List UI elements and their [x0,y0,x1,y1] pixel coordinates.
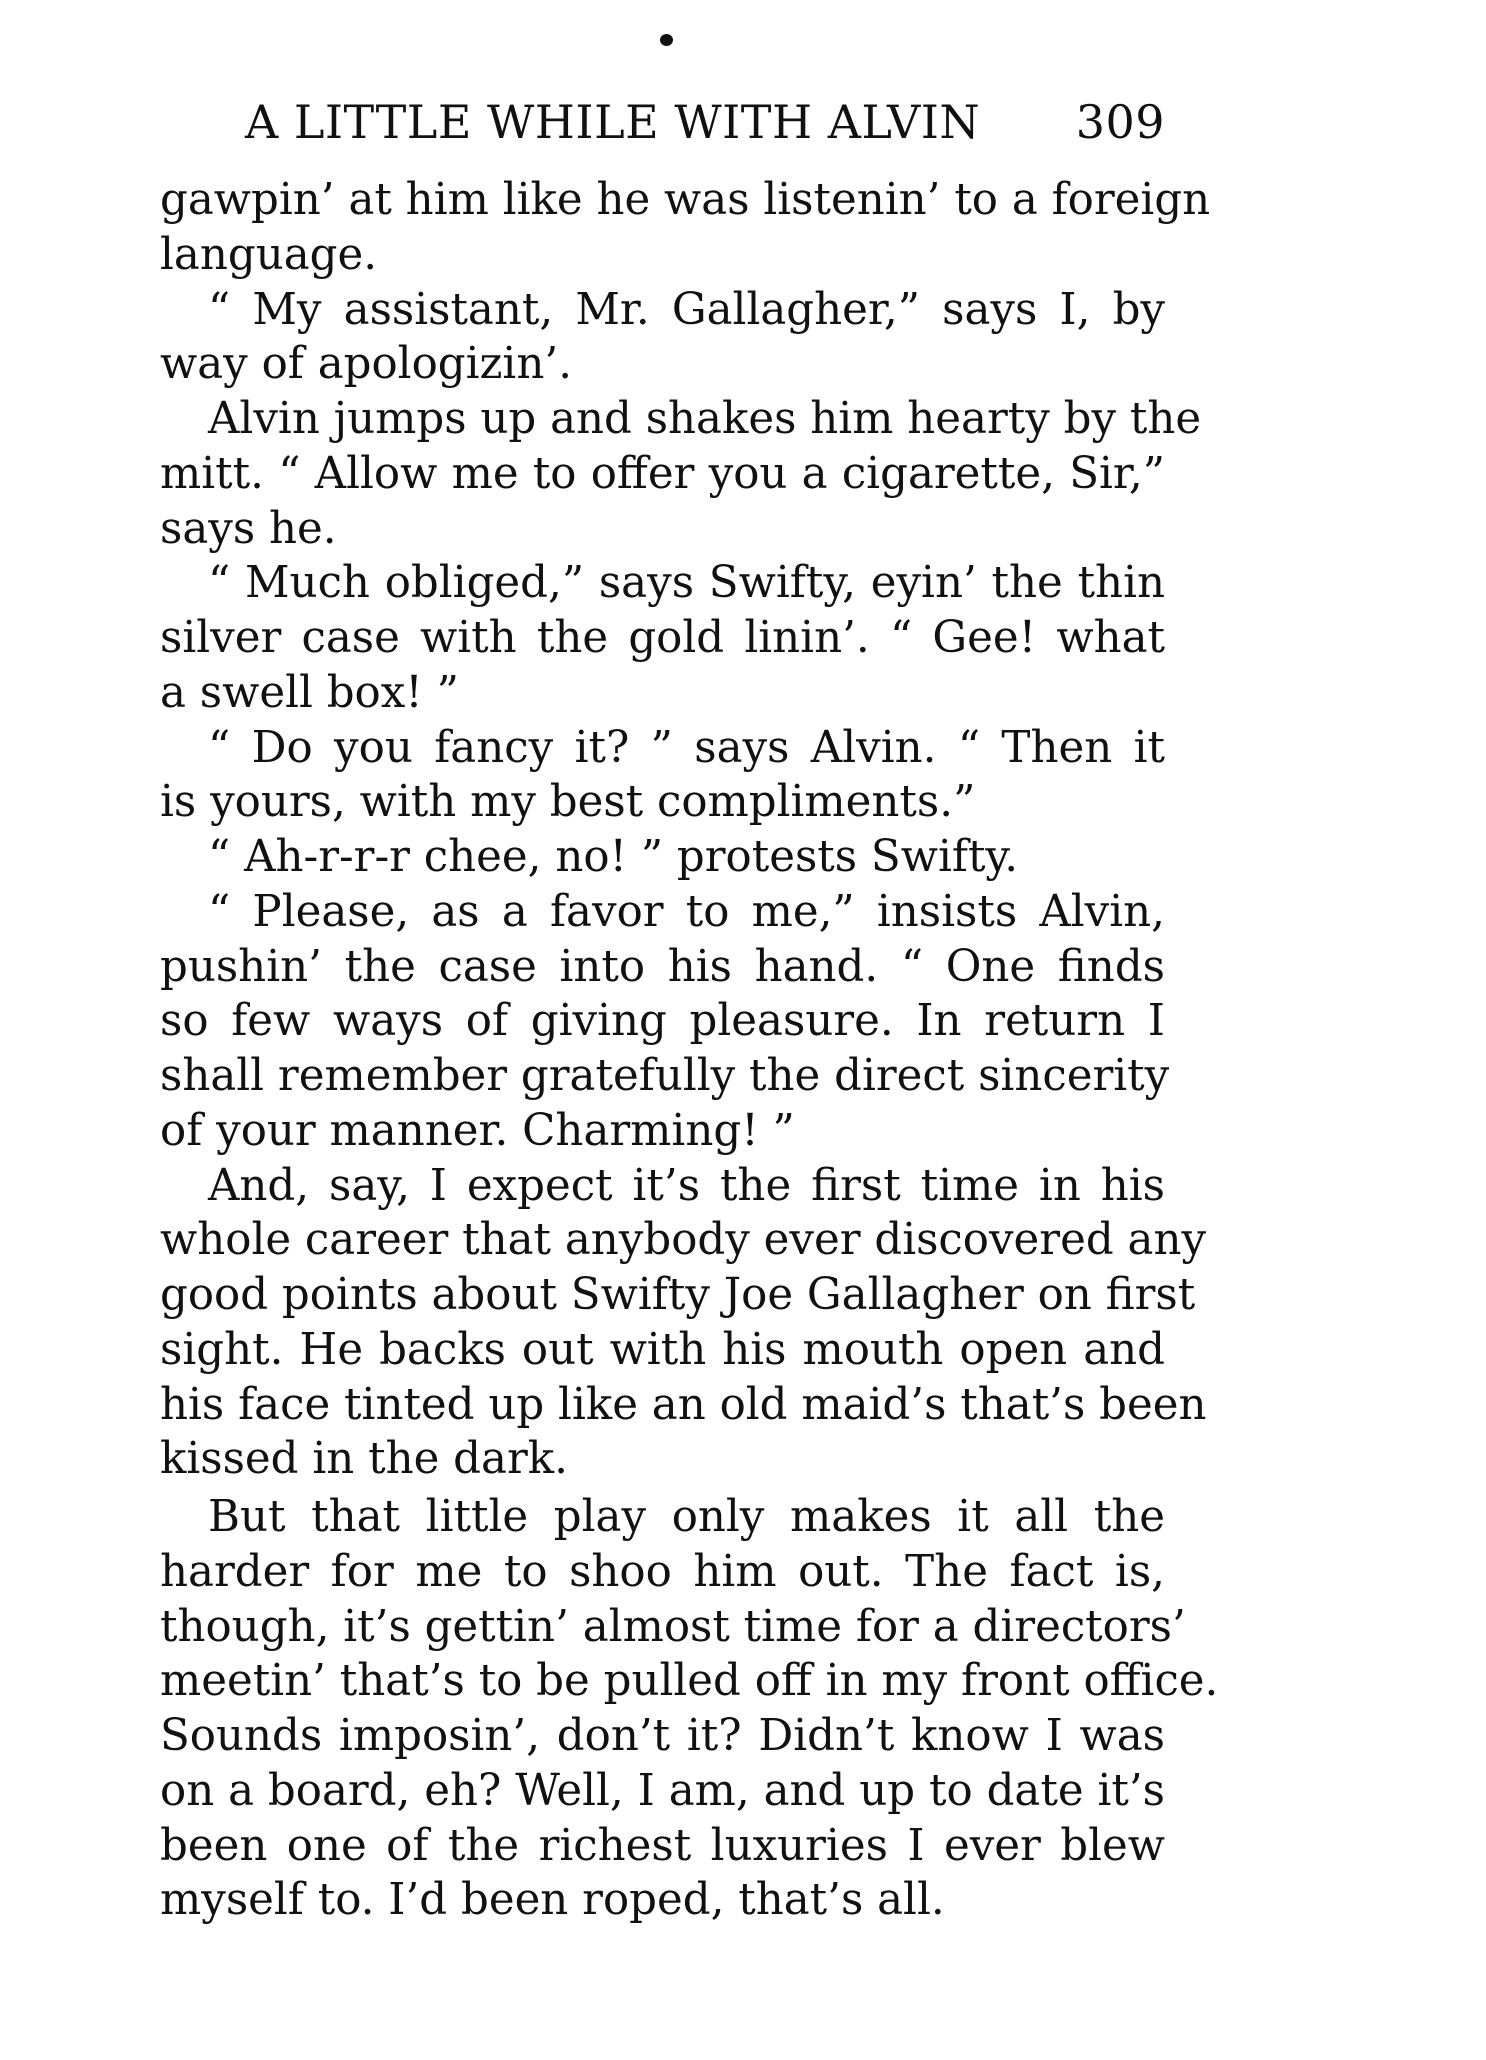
text-line: sight. He backs out with his mouth open and [160,1324,1165,1375]
text-line: But that little play only makes it all the [208,1492,1165,1542]
text-line: harder for me to shoo him out. The fact is, [160,1546,1165,1597]
text-line: so few ways of giving pleasure. In return I [160,996,1165,1047]
text-line: says he. [160,503,337,554]
text-line: on a board, eh? Well, I am, and up to date it’s [160,1765,1165,1816]
ink-dot-mark [660,34,673,46]
text-line: though, it’s gettin’ almost time for a directors’ [160,1601,1186,1652]
paragraph [160,1159,1207,1488]
text-line: way of apologizin’. [160,339,573,390]
running-head [245,92,1165,152]
paragraph [160,392,1202,556]
text-line: a swell box! ” [160,667,459,718]
text-line: “ Much obliged,” says Swifty, eyin’ the thin [208,558,1165,609]
text-line: shall remember gratefully the direct sincerity [160,1051,1170,1101]
text-line: kissed in the dark. [160,1434,568,1485]
text-line: his face tinted up like an old maid’s that’s been [160,1379,1207,1430]
text-line: meetin’ that’s to be pulled off in my front office. [160,1656,1219,1707]
text-line: is yours, with my best compliments.” [160,777,976,828]
text-line: Alvin jumps up and shakes him hearty by the [208,394,1202,444]
paragraph [160,1490,1219,1928]
text-line: of your manner. Charming! ” [160,1105,795,1156]
text-line: “ Ah-r-r-r chee, no! ” protests Swifty. [208,832,1019,882]
paragraph [160,721,1165,831]
paragraph [160,173,1211,283]
body-text [160,173,1219,1928]
text-line: “ Please, as a favor to me,” insists Alvin, [208,886,1165,937]
text-line: myself to. I’d been roped, that’s all. [160,1875,945,1926]
paragraph [160,556,1165,720]
text-line: pushin’ the case into his hand. “ One finds [160,941,1165,992]
paragraph [160,283,1165,393]
text-line: mitt. “ Allow me to offer you a cigarette, Sir,” [160,448,1165,499]
page-number: 309 [1075,95,1165,149]
paragraph [160,830,1165,885]
text-line: And, say, I expect it’s the first time in his [208,1160,1165,1211]
paragraph [160,885,1170,1159]
text-line: been one of the richest luxuries I ever blew [160,1820,1165,1871]
text-line: “ My assistant, Mr. Gallagher,” says I, by [208,284,1165,335]
text-line: gawpin’ at him like he was listenin’ to a foreign [160,175,1211,225]
text-line: Sounds imposin’, don’t it? Didn’t know I was [160,1711,1165,1761]
text-line: whole career that anybody ever discovered any [160,1215,1207,1266]
text-line: “ Do you fancy it? ” says Alvin. “ Then it [208,722,1165,773]
running-title: A LITTLE WHILE WITH ALVIN [245,95,981,149]
text-line: good points about Swifty Joe Gallagher on first [160,1270,1196,1320]
text-line: silver case with the gold linin’. “ Gee! what [160,613,1165,663]
text-line: language. [160,229,378,280]
